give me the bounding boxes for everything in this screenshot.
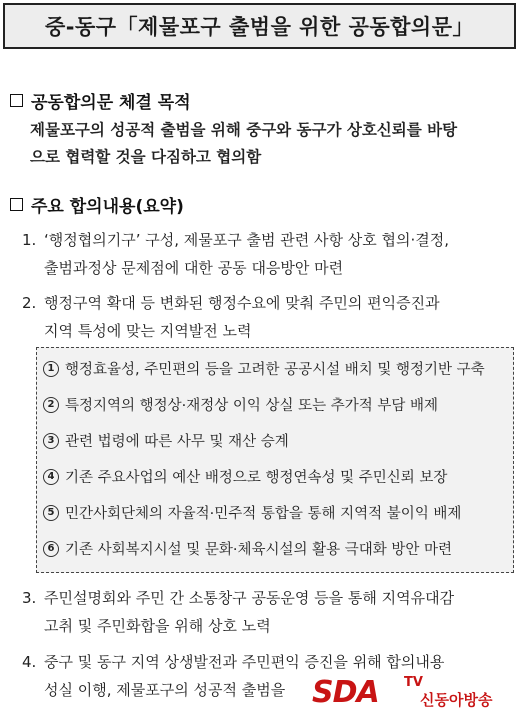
logo-tv: TV (404, 675, 423, 690)
purpose-line-2: 으로 협력할 것을 다짐하고 협의함 (30, 148, 262, 166)
section2-heading-label: 주요 합의내용(요약) (31, 197, 184, 217)
item-line-2: 출범과정상 문제점에 대한 공동 대응방안 마련 (44, 259, 344, 277)
list-item (22, 584, 518, 640)
subitem-text: 기존 사회복지시설 및 문화·체육시설의 활용 극대화 방안 마련 (65, 542, 453, 558)
checkbox-icon (10, 198, 23, 211)
subitem-text: 관련 법령에 따른 사무 및 재산 승계 (65, 434, 289, 450)
item-line-1: 중구 및 동구 지역 상생발전과 주민편익 증진을 위해 합의내용 (44, 653, 445, 671)
subitem (43, 466, 447, 487)
circled-number-icon: 4 (43, 469, 59, 485)
item-line-2: 성실 이행, 제물포구의 성공적 출범을 (44, 681, 286, 699)
circled-number-icon: 5 (43, 505, 59, 521)
item-line-1: 행정구역 확대 등 변화된 행정수요에 맞춰 주민의 편익증진과 (44, 294, 440, 312)
purpose-line-1: 제물포구의 성공적 출범을 위해 중구와 동구가 상호신뢰를 바탕 (30, 121, 458, 139)
subitem (43, 358, 485, 379)
subitem (43, 538, 452, 559)
list-item (22, 289, 518, 345)
logo-brand: SDA (312, 675, 379, 710)
section2-heading (10, 192, 184, 217)
subitems-box (36, 347, 514, 573)
page-title: 중-동구「제물포구 출범을 위한 공동합의문」 (3, 3, 516, 49)
item-line-2: 지역 특성에 맞는 지역발전 노력 (44, 322, 252, 340)
checkbox-icon (10, 94, 23, 107)
item-line-2: 고취 및 주민화합을 위해 상호 노력 (44, 617, 271, 635)
circled-number-icon: 2 (43, 397, 59, 413)
subitem-text: 기존 주요사업의 예산 배정으로 행정연속성 및 주민신뢰 보장 (65, 470, 448, 486)
circled-number-icon: 6 (43, 541, 59, 557)
circled-number-icon: 1 (43, 361, 59, 377)
subitem-text: 행정효율성, 주민편의 등을 고려한 공공시설 배치 및 행정기반 구축 (65, 362, 485, 378)
subitem-text: 특정지역의 행정상·재정상 이익 상실 또는 추가적 부담 배제 (65, 398, 439, 414)
item-number: 2. (22, 294, 37, 312)
purpose-text (30, 117, 518, 171)
subitem-text: 민간사회단체의 자율적·민주적 통합을 통해 지역적 불이익 배제 (65, 506, 462, 522)
logo-name: 신동아방송 (420, 691, 493, 709)
item-number: 4. (22, 653, 37, 671)
item-line-1: ‘행정협의기구’ 구성, 제물포구 출범 관련 사항 상호 협의·결정, (44, 231, 449, 249)
item-number: 3. (22, 589, 37, 607)
watermark-logo (312, 675, 520, 713)
subitem (43, 394, 438, 415)
circled-number-icon: 3 (43, 433, 59, 449)
list-item (22, 226, 518, 282)
section1-heading-label: 공동합의문 체결 목적 (31, 93, 191, 113)
item-line-1: 주민설명회와 주민 간 소통창구 공동운영 등을 통해 지역유대감 (44, 589, 455, 607)
section1-heading (10, 88, 191, 113)
subitem (43, 430, 289, 451)
item-number: 1. (22, 231, 37, 249)
subitem (43, 502, 461, 523)
